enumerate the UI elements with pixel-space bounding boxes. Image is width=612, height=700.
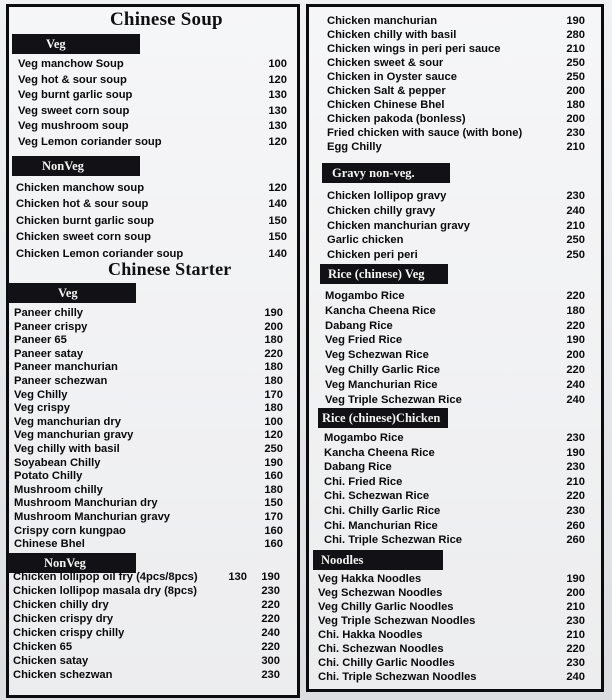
menu-item-price: 220 <box>566 319 585 332</box>
menu-item-price: 150 <box>268 214 287 227</box>
menu-item-price: 160 <box>264 524 283 537</box>
menu-item-price: 240 <box>566 204 585 217</box>
menu-item-price: 230 <box>261 669 280 681</box>
menu-item-price: 100 <box>264 415 283 428</box>
menu-item-name: Chicken manchurian gravy <box>327 219 471 232</box>
menu-item-name: Veg chilly with basil <box>14 443 120 455</box>
rice-veg-header-label: Rice (chinese) Veg <box>328 267 425 281</box>
menu-item-price: 100 <box>268 58 287 70</box>
menu-item-price: 220 <box>566 643 585 655</box>
menu-item-price: 210 <box>566 475 585 488</box>
menu-item-price: 220 <box>566 364 585 376</box>
menu-item-price: 250 <box>566 249 585 262</box>
menu-item-name: Chicken 65 <box>13 641 73 653</box>
menu-item-price: 180 <box>264 483 283 496</box>
menu-item-name: Paneer manchurian <box>14 361 118 374</box>
menu-item-price: 180 <box>264 375 283 387</box>
menu-item-price: 210 <box>566 219 585 232</box>
menu-item-name: Veg mushroom soup <box>18 120 129 133</box>
menu-item-price: 230 <box>566 657 585 669</box>
menu-item-name: Veg Manchurian Rice <box>325 378 438 391</box>
menu-item-price: 220 <box>261 613 280 625</box>
menu-item-name: Veg Triple Schezwan Noodles <box>318 615 476 627</box>
gravy-nonveg-header-label: Gravy non-veg. <box>332 166 415 180</box>
menu-item-name: Chicken burnt garlic soup <box>16 214 154 227</box>
menu-item-name: Chi. Schezwan Rice <box>324 490 430 503</box>
menu-item-price: 230 <box>566 461 585 474</box>
menu-item-price: 180 <box>264 361 283 374</box>
menu-item-name: Chicken sweet corn soup <box>16 231 151 244</box>
menu-item-name: Garlic chicken <box>327 234 404 247</box>
menu-item-name: Paneer crispy <box>14 320 88 333</box>
noodles-header-label: Noodles <box>321 553 364 567</box>
menu-item-price: 220 <box>261 599 280 611</box>
menu-item-name: Veg sweet corn soup <box>18 104 130 117</box>
menu-item-name: Chicken schezwan <box>13 669 113 681</box>
menu-item-price: 230 <box>566 190 585 202</box>
menu-item-name: Chicken manchow soup <box>16 182 145 194</box>
menu-item-price: 150 <box>264 497 283 510</box>
veg-soup-header-label: Veg <box>46 37 66 51</box>
menu-item-price: 160 <box>264 470 283 483</box>
menu-item-name: Veg hot & sour soup <box>18 73 127 86</box>
menu-item-name: Chicken in Oyster sauce <box>327 71 457 83</box>
menu-item-price: 220 <box>261 641 280 653</box>
menu-item-name: Chi. Hakka Noodles <box>318 629 423 641</box>
menu-item-name: Chicken pakoda (bonless) <box>327 113 466 125</box>
veg-soup-header <box>12 34 140 54</box>
menu-item-price: 250 <box>566 234 585 247</box>
menu-item-price: 130 <box>268 104 287 117</box>
chinese-starter-title: Chinese Starter <box>108 259 232 279</box>
menu-item-name: Chi. Manchurian Rice <box>324 519 438 532</box>
menu-item-price: 230 <box>566 432 585 444</box>
menu-item-price: 200 <box>566 349 585 362</box>
menu-item-price: 200 <box>264 320 283 333</box>
menu-item-name: Veg Chilly Garlic Noodles <box>318 601 454 613</box>
menu-item-name: Chi. Fried Rice <box>324 475 403 488</box>
menu-item-name: Paneer schezwan <box>14 375 108 387</box>
menu-item-name: Chicken wings in peri peri sauce <box>327 43 501 55</box>
menu-item-name: Veg crispy <box>14 402 70 415</box>
menu-item-name: Chicken chilly dry <box>13 599 109 611</box>
menu-item-price: 150 <box>268 231 287 244</box>
menu-item-name: Mushroom Manchurian dry <box>14 497 158 510</box>
rice-veg-header <box>320 264 448 284</box>
menu-item-price: 280 <box>566 29 585 41</box>
menu-item-price: 140 <box>268 247 287 260</box>
menu-item-price: 200 <box>566 113 585 125</box>
menu-item-name: Veg manchurian dry <box>14 415 121 428</box>
menu-item-price: 190 <box>261 571 280 583</box>
menu-item-price: 180 <box>264 402 283 415</box>
menu-item-name: Veg Chilly <box>14 388 68 401</box>
menu-item-name: Paneer chilly <box>14 307 84 319</box>
menu-item-price: 120 <box>268 182 287 194</box>
noodles-header <box>313 550 443 570</box>
menu-item-price: 170 <box>264 511 283 523</box>
gravy-nonveg-header <box>322 163 450 183</box>
menu-item-price: 250 <box>264 443 283 455</box>
menu-item-price: 140 <box>268 198 287 211</box>
menu-item-price: 210 <box>566 601 585 613</box>
menu-item-name: Fried chicken with sauce (with bone) <box>327 127 523 139</box>
menu-item-name: Veg manchow Soup <box>18 58 124 70</box>
menu-item-name: Paneer 65 <box>14 334 67 347</box>
menu-item-price: 190 <box>566 573 585 585</box>
menu-item-price: 210 <box>566 141 585 153</box>
menu-item-name: Chi. Triple Schezwan Rice <box>324 534 463 547</box>
menu-item-price: 130 <box>268 120 287 133</box>
nonveg-soup-header-label: NonVeg <box>42 159 84 173</box>
menu-item-name: Veg Hakka Noodles <box>318 573 422 585</box>
menu-item-name: Mushroom chilly <box>14 483 103 496</box>
veg-starter-header-label: Veg <box>58 286 78 300</box>
menu-item-price: 120 <box>264 429 283 442</box>
menu-item-price: 260 <box>566 519 585 532</box>
menu-item-name: Veg Lemon coriander soup <box>18 136 162 148</box>
menu-item-price: 230 <box>261 585 280 597</box>
menu-item-name: Paneer satay <box>14 347 84 360</box>
menu-item-name: Kancha Cheena Rice <box>325 304 436 317</box>
veg-starter-header <box>8 283 136 303</box>
menu-item-price: 120 <box>268 73 287 86</box>
rice-chicken-header <box>318 408 448 428</box>
menu-item-name: Chicken hot & sour soup <box>16 198 149 211</box>
menu-item-name: Chi. Chilly Garlic Rice <box>324 505 441 517</box>
menu-item-name: Egg Chilly <box>327 141 382 153</box>
menu-item-name: Chicken crispy dry <box>13 613 114 625</box>
menu-item-price: 200 <box>566 587 585 599</box>
menu-item-price: 260 <box>566 534 585 547</box>
menu-item-name: Veg Schezwan Noodles <box>318 587 443 599</box>
menu-item-price: 220 <box>264 347 283 360</box>
menu-item-price: 210 <box>566 43 585 55</box>
rice-chicken-header-label: Rice (chinese)Chicken <box>322 411 441 425</box>
menu-item-name: Chi. Chilly Garlic Noodles <box>318 657 455 669</box>
menu-item-price: 210 <box>566 629 585 641</box>
chinese-soup-title: Chinese Soup <box>110 9 223 30</box>
menu-item-name: Chicken crispy chilly <box>13 627 125 639</box>
menu-item-name: Dabang Rice <box>324 461 392 474</box>
menu-item-price: 170 <box>264 388 283 401</box>
menu-item-name: Chicken satay <box>13 655 89 667</box>
menu-item-name: Potato Chilly <box>14 470 83 483</box>
menu-item-name: Crispy corn kungpao <box>14 524 126 537</box>
menu-item-price: 250 <box>566 57 585 69</box>
menu-item-name: Soyabean Chilly <box>14 456 101 469</box>
menu-item-price: 240 <box>261 627 280 639</box>
menu-item-name: Chicken lollipop gravy <box>327 190 447 202</box>
menu-item-name: Mushroom Manchurian gravy <box>14 511 171 523</box>
menu-item-name: Veg Fried Rice <box>325 334 403 347</box>
menu-item-name: Veg Schezwan Rice <box>325 349 429 362</box>
nonveg-starter-header-label: NonVeg <box>44 556 86 570</box>
menu-item-name: Chicken Salt & pepper <box>327 85 446 97</box>
menu-item-price: 190 <box>566 15 585 27</box>
menu-item-name: Chicken chilly gravy <box>327 204 436 217</box>
menu-item-name: Veg Chilly Garlic Rice <box>325 364 441 376</box>
menu-item-price: 180 <box>566 99 585 111</box>
menu-item-name: Chicken manchurian <box>327 15 438 27</box>
menu-item-price: 230 <box>566 127 585 139</box>
menu-item-price: 160 <box>264 538 283 551</box>
menu-item-name: Kancha Cheena Rice <box>324 446 435 459</box>
menu-item-name: Dabang Rice <box>325 319 393 332</box>
menu-item-name: Chicken chilly with basil <box>327 29 457 41</box>
menu-item-price: 220 <box>566 490 585 503</box>
menu-item-price: 250 <box>566 71 585 83</box>
menu-item-price: 190 <box>264 456 283 469</box>
menu-item-price: 190 <box>264 307 283 319</box>
menu-item-name: Chi. Schezwan Noodles <box>318 643 444 655</box>
menu-item-name: Mogambo Rice <box>324 432 404 444</box>
menu-item-name: Chicken Chinese Bhel <box>327 99 445 111</box>
menu-item-price: 120 <box>268 136 287 148</box>
menu-item-name: Chi. Triple Schezwan Noodles <box>318 671 477 683</box>
menu-item-price: 130 <box>268 89 287 102</box>
menu-item-price: 180 <box>264 334 283 347</box>
menu-item-name: Veg burnt garlic soup <box>18 89 133 102</box>
menu-item-price: 190 <box>566 446 585 459</box>
menu-item-price: 240 <box>566 671 585 683</box>
menu-item-name: Chicken sweet & sour <box>327 57 444 69</box>
menu-item-name: Mogambo Rice <box>325 290 405 302</box>
menu-item-price: 300 <box>261 655 280 667</box>
menu-item-name: Chicken lollipop masala dry (8pcs) <box>13 585 198 597</box>
menu-item-price: 220 <box>566 290 585 302</box>
menu-item-price: 240 <box>566 393 585 406</box>
menu-item-name: Chinese Bhel <box>14 538 85 551</box>
menu-item-price: 230 <box>566 615 585 627</box>
menu-item-name: Chicken lollipop oil fry (4pcs/8pcs) <box>13 571 198 583</box>
menu-item-price: 240 <box>566 378 585 391</box>
menu-item-name: Chicken Lemon coriander soup <box>16 247 184 260</box>
menu-item-price: 200 <box>566 85 585 97</box>
nonveg-soup-header <box>12 156 140 176</box>
menu-item-price: 190 <box>566 334 585 347</box>
menu-item-price: 180 <box>566 304 585 317</box>
menu-item-price-alt: 130 <box>228 571 247 583</box>
menu-item-name: Chicken peri peri <box>327 249 418 262</box>
menu-item-name: Veg manchurian gravy <box>14 429 134 442</box>
menu-item-price: 230 <box>566 505 585 517</box>
menu-item-name: Veg Triple Schezwan Rice <box>325 393 462 406</box>
